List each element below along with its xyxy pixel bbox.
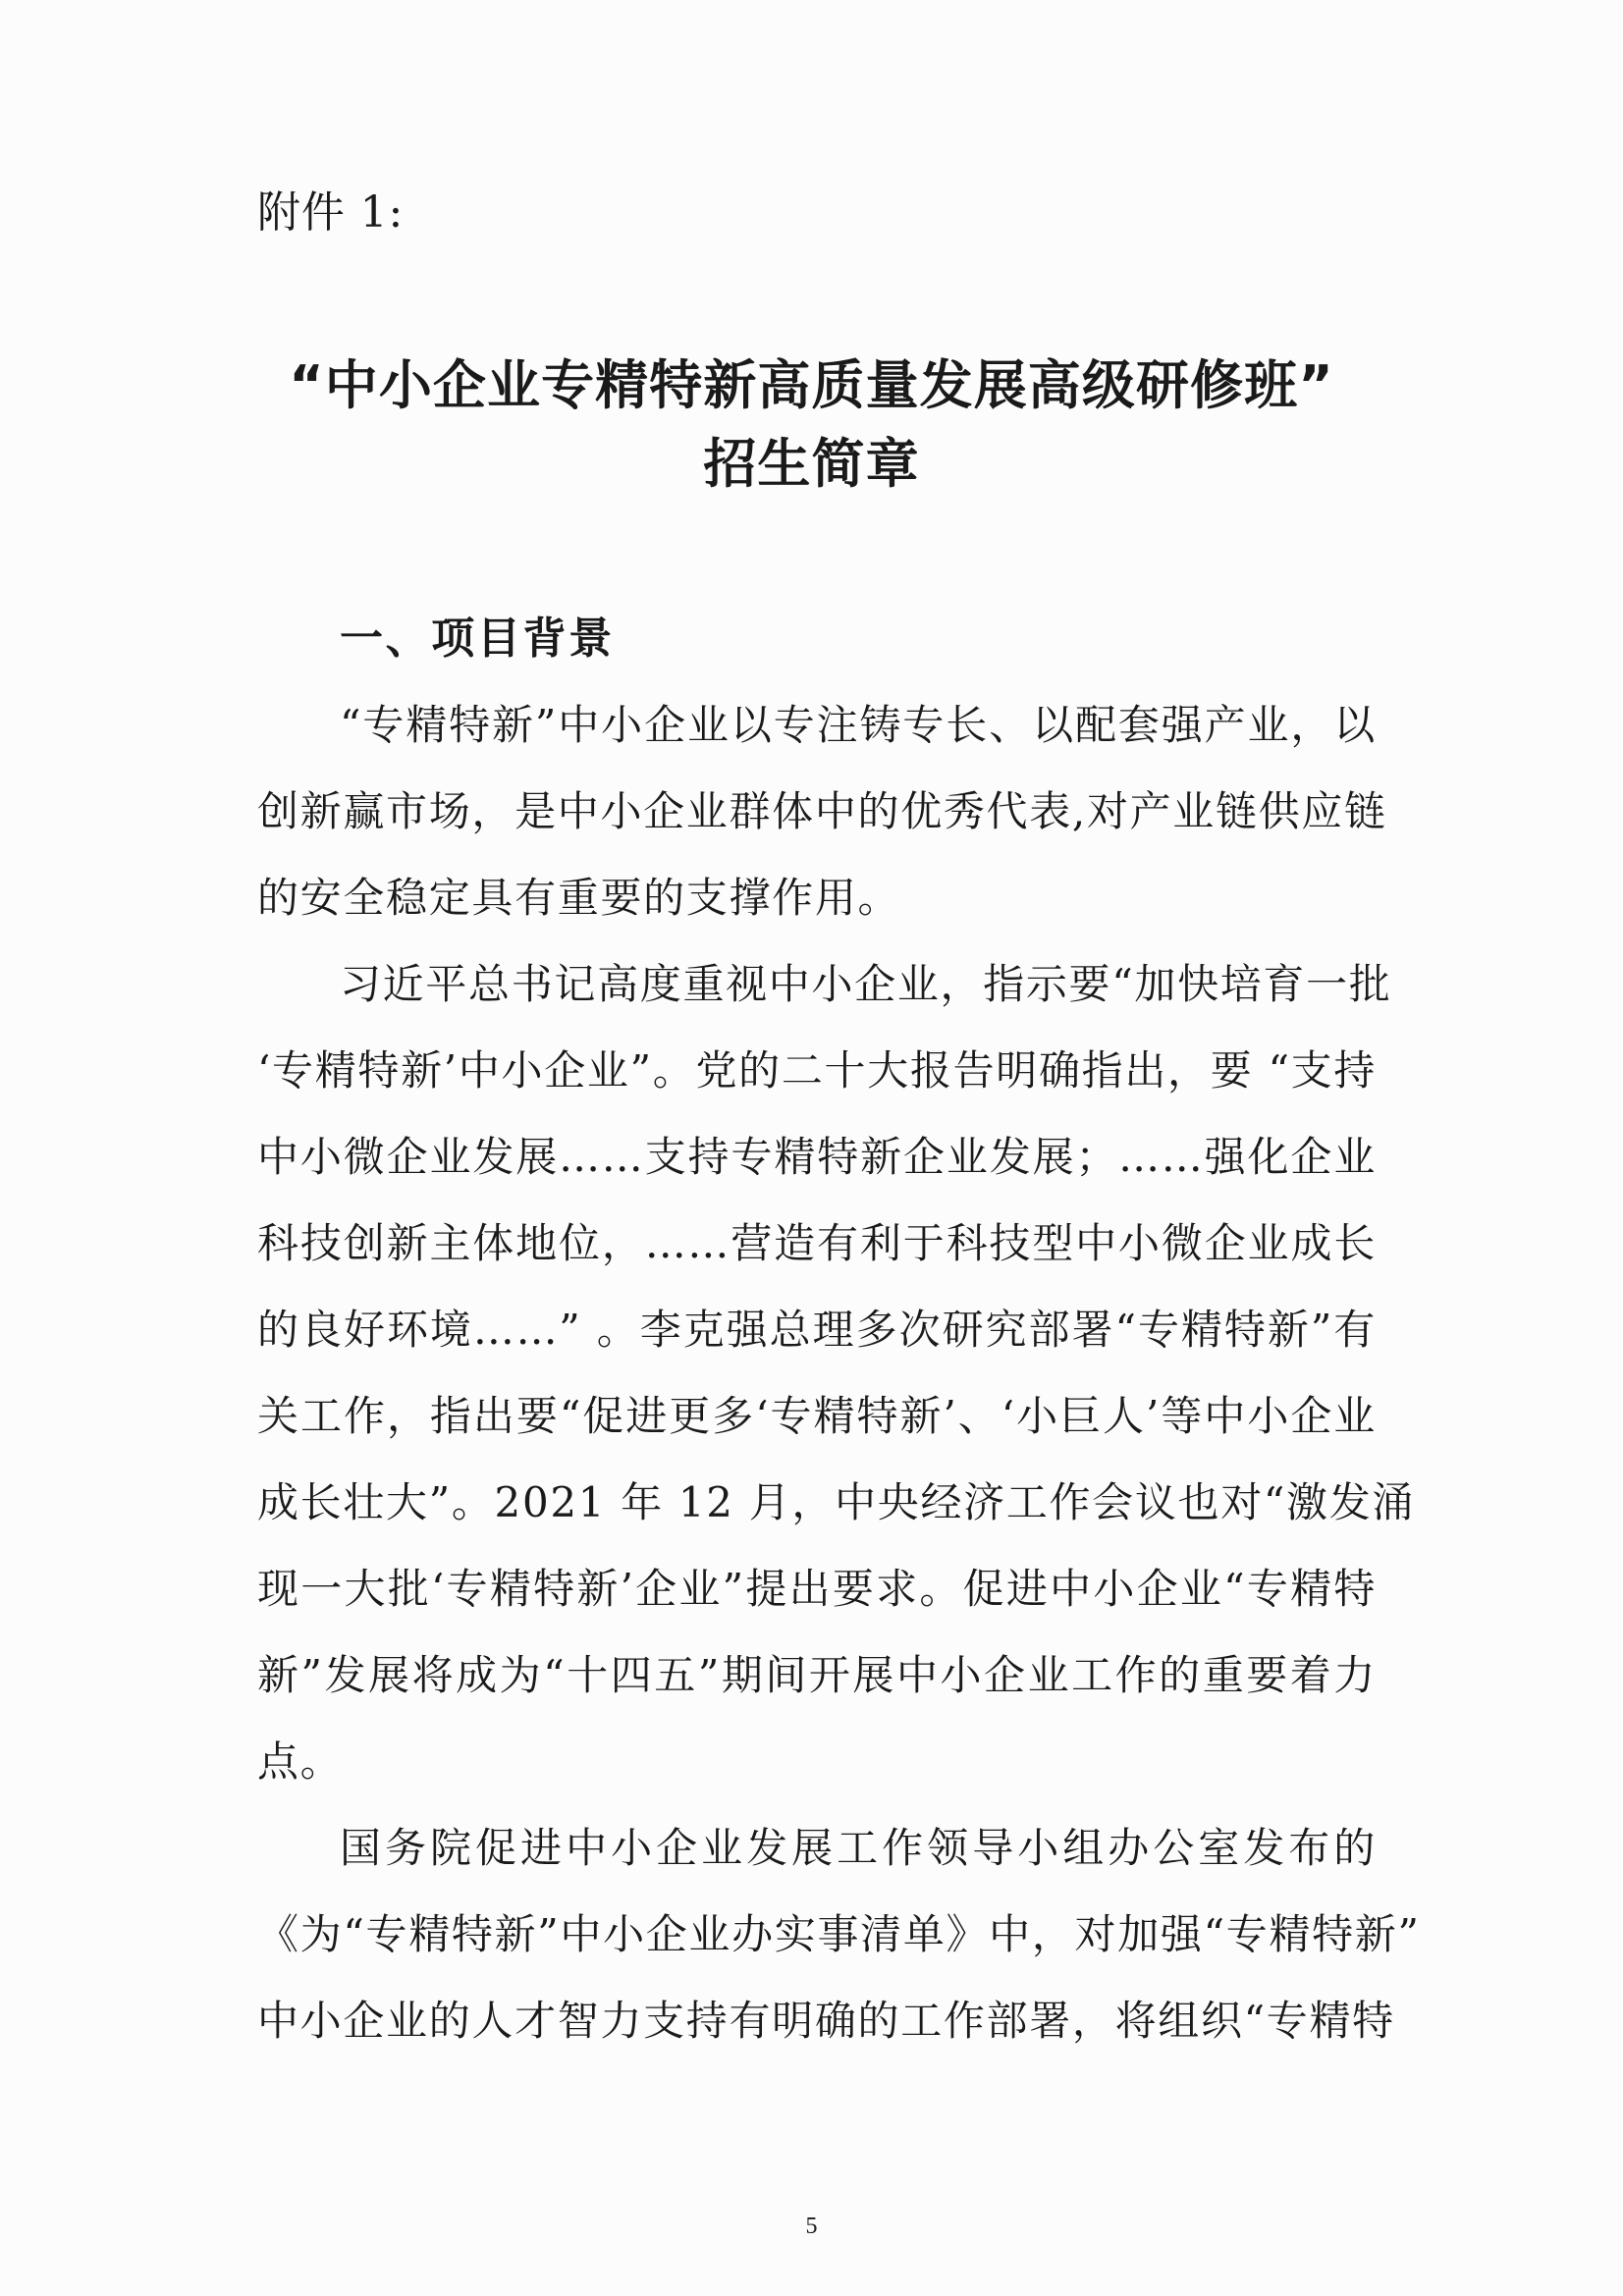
body-line: 现一大批‘专精特新’企业”提出要求。促进中小企业“专精特 [257,1565,1377,1613]
body-line: 新”发展将成为“十四五”期间开展中小企业工作的重要着力 [257,1651,1377,1699]
body-line: 科技创新主体地位，……营造有利于科技型中小微企业成长 [257,1219,1377,1267]
document-title-line-2: 招生简章 [703,433,920,495]
document-title-line-1: “中小企业专精特新高质量发展高级研修班” [289,354,1334,416]
body-line: 点。 [257,1737,344,1786]
body-line: 关工作，指出要“促进更多‘专精特新’、‘小巨人’等中小企业 [257,1392,1377,1440]
body-line: 中小企业的人才智力支持有明确的工作部署，将组织“专精特 [257,1997,1395,2045]
body-line: ‘专精特新’中小企业”。党的二十大报告明确指出，要 “支持 [257,1046,1377,1095]
page-number: 5 [805,2214,818,2239]
body-line: 的良好环境……” 。李克强总理多次研究部署“专精特新”有 [257,1306,1377,1354]
attachment-label: 附件 1: [257,187,405,238]
body-line: 《为“专精特新”中小企业办实事清单》中，对加强“专精特新” [257,1910,1421,1958]
body-line: “专精特新”中小企业以专注铸专长、以配套强产业，以 [340,701,1377,749]
body-line: 创新赢市场，是中小企业群体中的优秀代表,对产业链供应链 [257,787,1387,835]
body-line: 成长壮大”。2021 年 12 月，中央经济工作会议也对“激发涌 [257,1478,1416,1526]
body-line: 习近平总书记高度重视中小企业，指示要“加快培育一批 [340,960,1392,1008]
section-heading-background: 一、项目背景 [340,614,615,664]
body-line: 国务院促进中小企业发展工作领导小组办公室发布的 [340,1824,1377,1872]
body-line: 中小微企业发展……支持专精特新企业发展；……强化企业 [257,1133,1377,1181]
body-line: 的安全稳定具有重要的支撑作用。 [257,874,901,922]
